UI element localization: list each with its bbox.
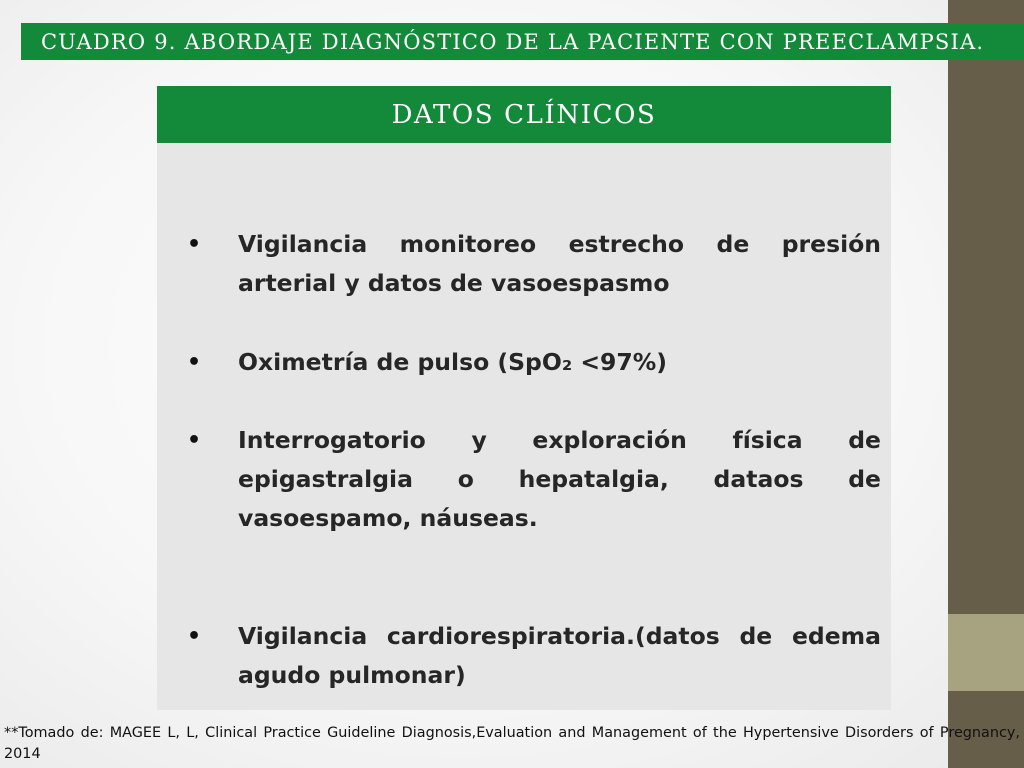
bullet-marker: •	[187, 428, 202, 453]
bullet-marker: •	[187, 350, 202, 375]
side-decor-accent	[948, 614, 1024, 691]
card-header-title: DATOS CLÍNICOS	[391, 99, 657, 130]
slide-title: CUADRO 9. ABORDAJE DIAGNÓSTICO DE LA PACIENTE CON PREECLAMPSIA.	[41, 29, 985, 54]
list-item-4: Vigilancia cardiorespiratoria.(datos de edema agudo pulmonar)	[238, 622, 881, 689]
title-banner	[21, 23, 1024, 60]
list-item-1: Vigilancia monitoreo estrecho de presión arterial y datos de vasoespasmo	[238, 230, 881, 297]
card-body	[157, 143, 891, 710]
card-header	[157, 86, 891, 143]
bullet-marker: •	[187, 232, 202, 257]
list-item-2: Oximetría de pulso (SpO₂ <97%)	[238, 348, 668, 376]
list-item-3: Interrogatorio y exploración física de epigastralgia o hepatalgia, dataos de vasoespamo, náuseas.	[238, 426, 881, 532]
source-footnote: **Tomado de: MAGEE L, L, Clinical Practice Guideline Diagnosis,Evaluation and Management of the Hypertensive Disorders of Pregnancy, 2014	[4, 725, 1020, 762]
bullet-marker: •	[187, 624, 202, 649]
